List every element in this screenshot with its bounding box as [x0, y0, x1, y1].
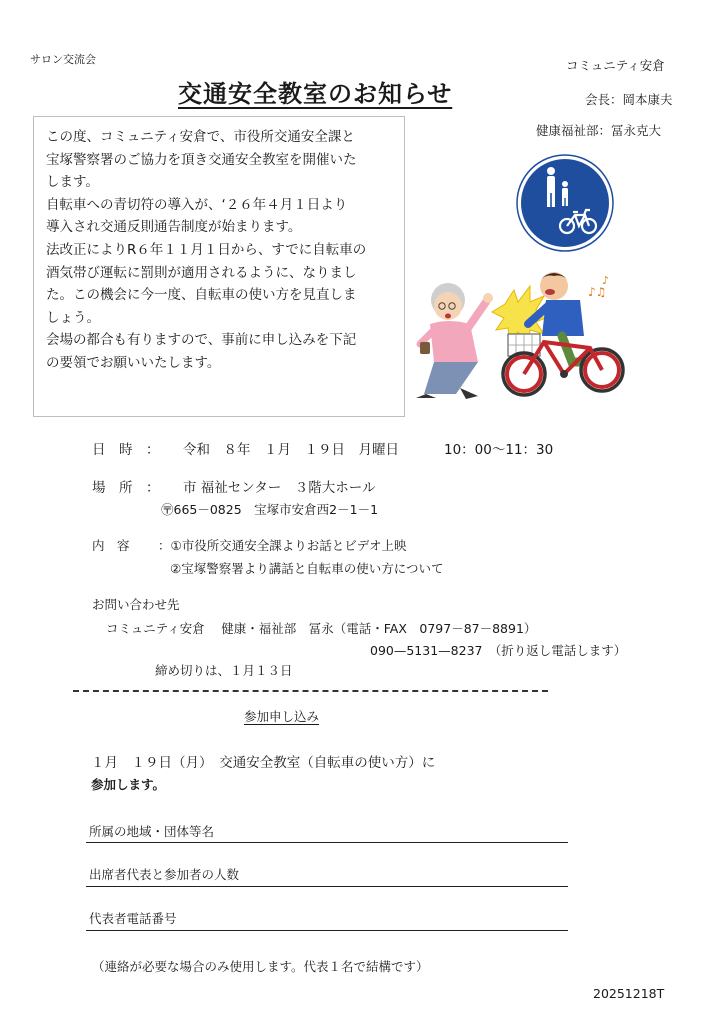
postal-address: 〶665－0825 宝塚市安倉西2－1－1 [161, 502, 379, 517]
field-line-phone[interactable] [86, 930, 568, 931]
content-label: 内 容 [92, 538, 130, 553]
svg-text:♪♫: ♪♫ [588, 285, 607, 299]
intro-box [33, 116, 405, 417]
contact-heading: お問い合わせ先 [92, 597, 180, 612]
cut-line [73, 690, 548, 692]
event-line: １月 １９日（月） 交通安全教室（自転車の使い方）に [91, 755, 436, 771]
bicycle-accident-illustration [412, 262, 628, 402]
place-value: 市 福祉センター ３階大ホール [183, 480, 376, 496]
intro-line: 酒気帯び運転に罰則が適用されるように、なりまし [46, 264, 357, 281]
content-item-1: ：①市役所交通安全課よりお話とビデオ上映 [158, 538, 407, 553]
deadline: 締め切りは、１月１３日 [155, 663, 293, 678]
field-label-attendees: 出席者代表と参加者の人数 [89, 867, 240, 882]
date-label: 日 時 ： [92, 442, 160, 458]
chair-name: 会長：岡本康夫 [585, 92, 673, 107]
field-label-phone: 代表者電話番号 [89, 911, 177, 926]
pedestrian-bicycle-sign-icon [515, 153, 615, 253]
contact-line-2: 090—5131—8237 （折り返し電話します） [370, 643, 627, 658]
salon-label: サロン交流会 [30, 53, 96, 66]
date-value: 令和 ８年 １月 １９日 月曜日 [183, 442, 399, 458]
intro-line: た。この機会に今一度、自転車の使い方を見直しま [46, 287, 357, 304]
form-heading: 参加申し込み [244, 709, 320, 724]
welfare-dept-name: 健康福祉部：冨永克大 [536, 123, 662, 138]
field-label-affiliation: 所属の地域・団体等名 [89, 824, 215, 839]
svg-text:♪: ♪ [602, 274, 610, 287]
page-title: 交通安全教室のお知らせ [178, 80, 453, 108]
time-value: 10：00～11：30 [444, 442, 554, 458]
intro-line: この度、コミュニティ安倉で、市役所交通安全課と [46, 129, 355, 145]
intro-line: 自転車への青切符の導入が、‘２６年４月１日より [46, 196, 348, 213]
intro-line: 宝塚警察署のご協力を頂き交通安全教室を開催いた [46, 151, 357, 168]
contact-line-1: コミュニティ安倉 健康・福祉部 冨永（電話・FAX 0797－87－8891） [106, 621, 537, 636]
intro-line: 導入され交通反則通告制度が始まります。 [46, 219, 302, 236]
org-name: コミュニティ安倉 [566, 58, 665, 73]
intro-line: 法改正によりR６年１１月１日から、すでに自転車の [46, 241, 367, 258]
intro-line: しょう。 [46, 309, 100, 326]
field-line-attendees[interactable] [86, 886, 568, 887]
attend-text: 参加します。 [91, 777, 166, 792]
intro-line: 会場の都合も有りますので、事前に申し込みを下記 [46, 332, 357, 349]
place-label: 場 所 ： [92, 480, 160, 496]
field-line-affiliation[interactable] [86, 842, 568, 843]
content-item-2: ②宝塚警察署より講話と自転車の使い方について [170, 561, 444, 576]
intro-line: の要領でお願いいたします。 [46, 354, 221, 371]
intro-line: します。 [46, 174, 99, 191]
form-note: （連絡が必要な場合のみ使用します。代表１名で結構です） [92, 959, 429, 974]
document-code: 20251218T [593, 986, 665, 1001]
